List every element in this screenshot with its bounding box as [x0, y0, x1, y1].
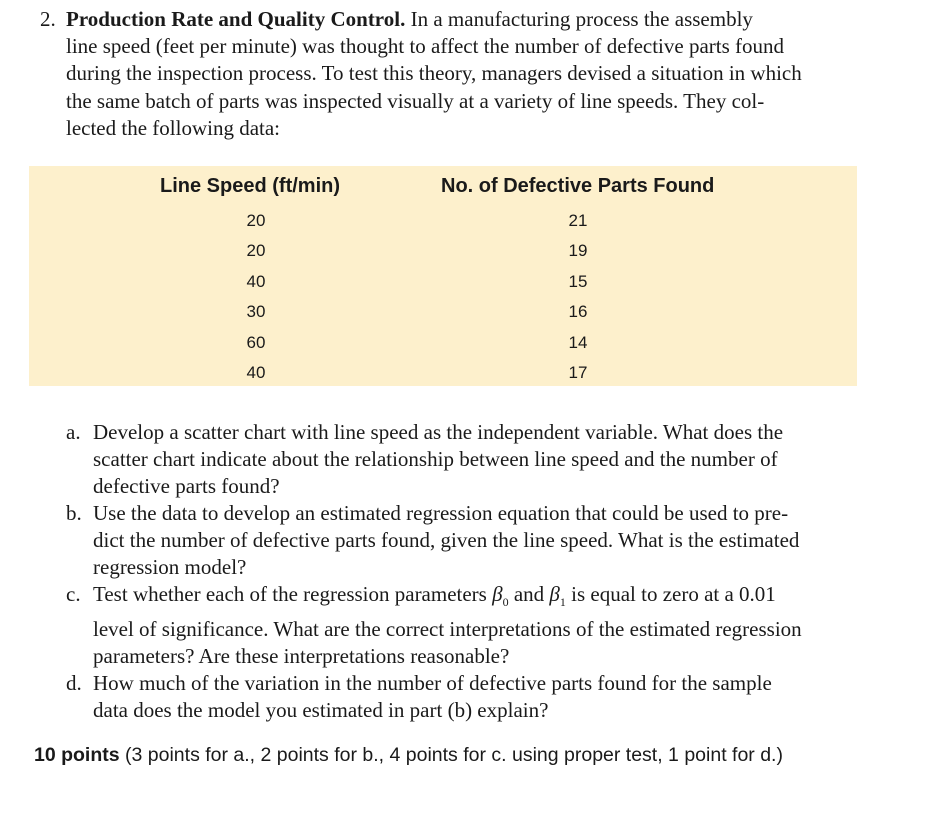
line-speed-cell: 20	[246, 241, 266, 261]
part-a-line: scatter chart indicate about the relationship between line speed and the number of	[93, 447, 778, 471]
part-c-label: c.	[66, 582, 81, 606]
part-c-text-end: is equal to zero at a 0.01	[571, 582, 776, 606]
part-b-line: regression model?	[93, 555, 247, 579]
points-breakdown: (3 points for a., 2 points for b., 4 points for c. using proper test, 1 point for d.)	[125, 744, 783, 766]
defective-parts-cell: 14	[568, 332, 588, 352]
defective-parts-cell: 21	[568, 211, 588, 230]
part-d	[66, 670, 866, 724]
part-c-and: and	[513, 582, 545, 606]
part-d-line: data does the model you estimated in part (b) explain?	[93, 698, 549, 723]
part-c-line-1	[93, 581, 866, 616]
problem-text-1: In a manufacturing process the assembly	[410, 7, 753, 31]
problem-text-2: line speed (feet per minute) was thought to affect the number of defective parts found	[66, 34, 785, 59]
line-speed-header: Line Speed (ft/min)	[160, 175, 340, 197]
part-d-line: How much of the variation in the number of defective parts found for the sample	[93, 671, 772, 696]
part-c-line: level of significance. What are the correct interpretations of the estimated regression	[93, 617, 802, 642]
part-b-line: Use the data to develop an estimated regression equation that could be used to pre-	[93, 501, 789, 525]
part-b-line: dict the number of defective parts found, given the line speed. What is the estimated	[93, 528, 800, 552]
line-speed-cell: 60	[246, 332, 266, 352]
problem-line-1	[66, 6, 870, 33]
problem-body	[66, 6, 870, 142]
line-speed-cell: 40	[246, 362, 266, 382]
part-a-label: a.	[66, 420, 81, 444]
problem-statement	[40, 6, 870, 142]
part-c-line: parameters? Are these interpretations reasonable?	[93, 644, 510, 669]
line-speed-column	[226, 208, 286, 390]
question-parts	[66, 419, 866, 724]
defective-parts-column	[548, 208, 608, 390]
defective-parts-cell: 19	[568, 241, 588, 261]
defective-parts-header: No. of Defective Parts Found	[441, 175, 715, 197]
defective-parts-cell: 17	[568, 362, 588, 382]
part-c-text-start: Test whether each of the regression parameters	[93, 582, 487, 606]
problem-text-5: lected the following data:	[66, 115, 281, 140]
part-c	[66, 581, 866, 670]
problem-text-3: during the inspection process. To test this theory, managers devised a situation in which	[66, 61, 802, 86]
defective-parts-cell: 15	[568, 271, 588, 291]
part-a-line: Develop a scatter chart with line speed as the independent variable. What does the	[93, 420, 784, 444]
points-note	[34, 744, 783, 767]
beta-0-symbol: $\beta_0$	[492, 582, 509, 610]
line-speed-cell: 30	[246, 302, 266, 322]
problem-title: Production Rate and Quality Control.	[66, 7, 406, 31]
part-a-line: defective parts found?	[93, 474, 280, 498]
points-total: 10 points	[34, 744, 120, 766]
part-b-label: b.	[66, 501, 82, 525]
part-b	[66, 500, 866, 581]
problem-text-4: the same batch of parts was inspected visually at a variety of line speeds. They col-	[66, 88, 765, 113]
part-a	[66, 419, 866, 500]
beta-1-symbol: $\beta_1$	[549, 582, 566, 610]
problem-number: 2.	[40, 7, 56, 31]
part-d-label: d.	[66, 671, 82, 696]
data-table	[29, 166, 857, 386]
line-speed-cell: 40	[246, 271, 266, 291]
defective-parts-cell: 16	[568, 302, 588, 322]
line-speed-cell: 20	[246, 211, 266, 230]
